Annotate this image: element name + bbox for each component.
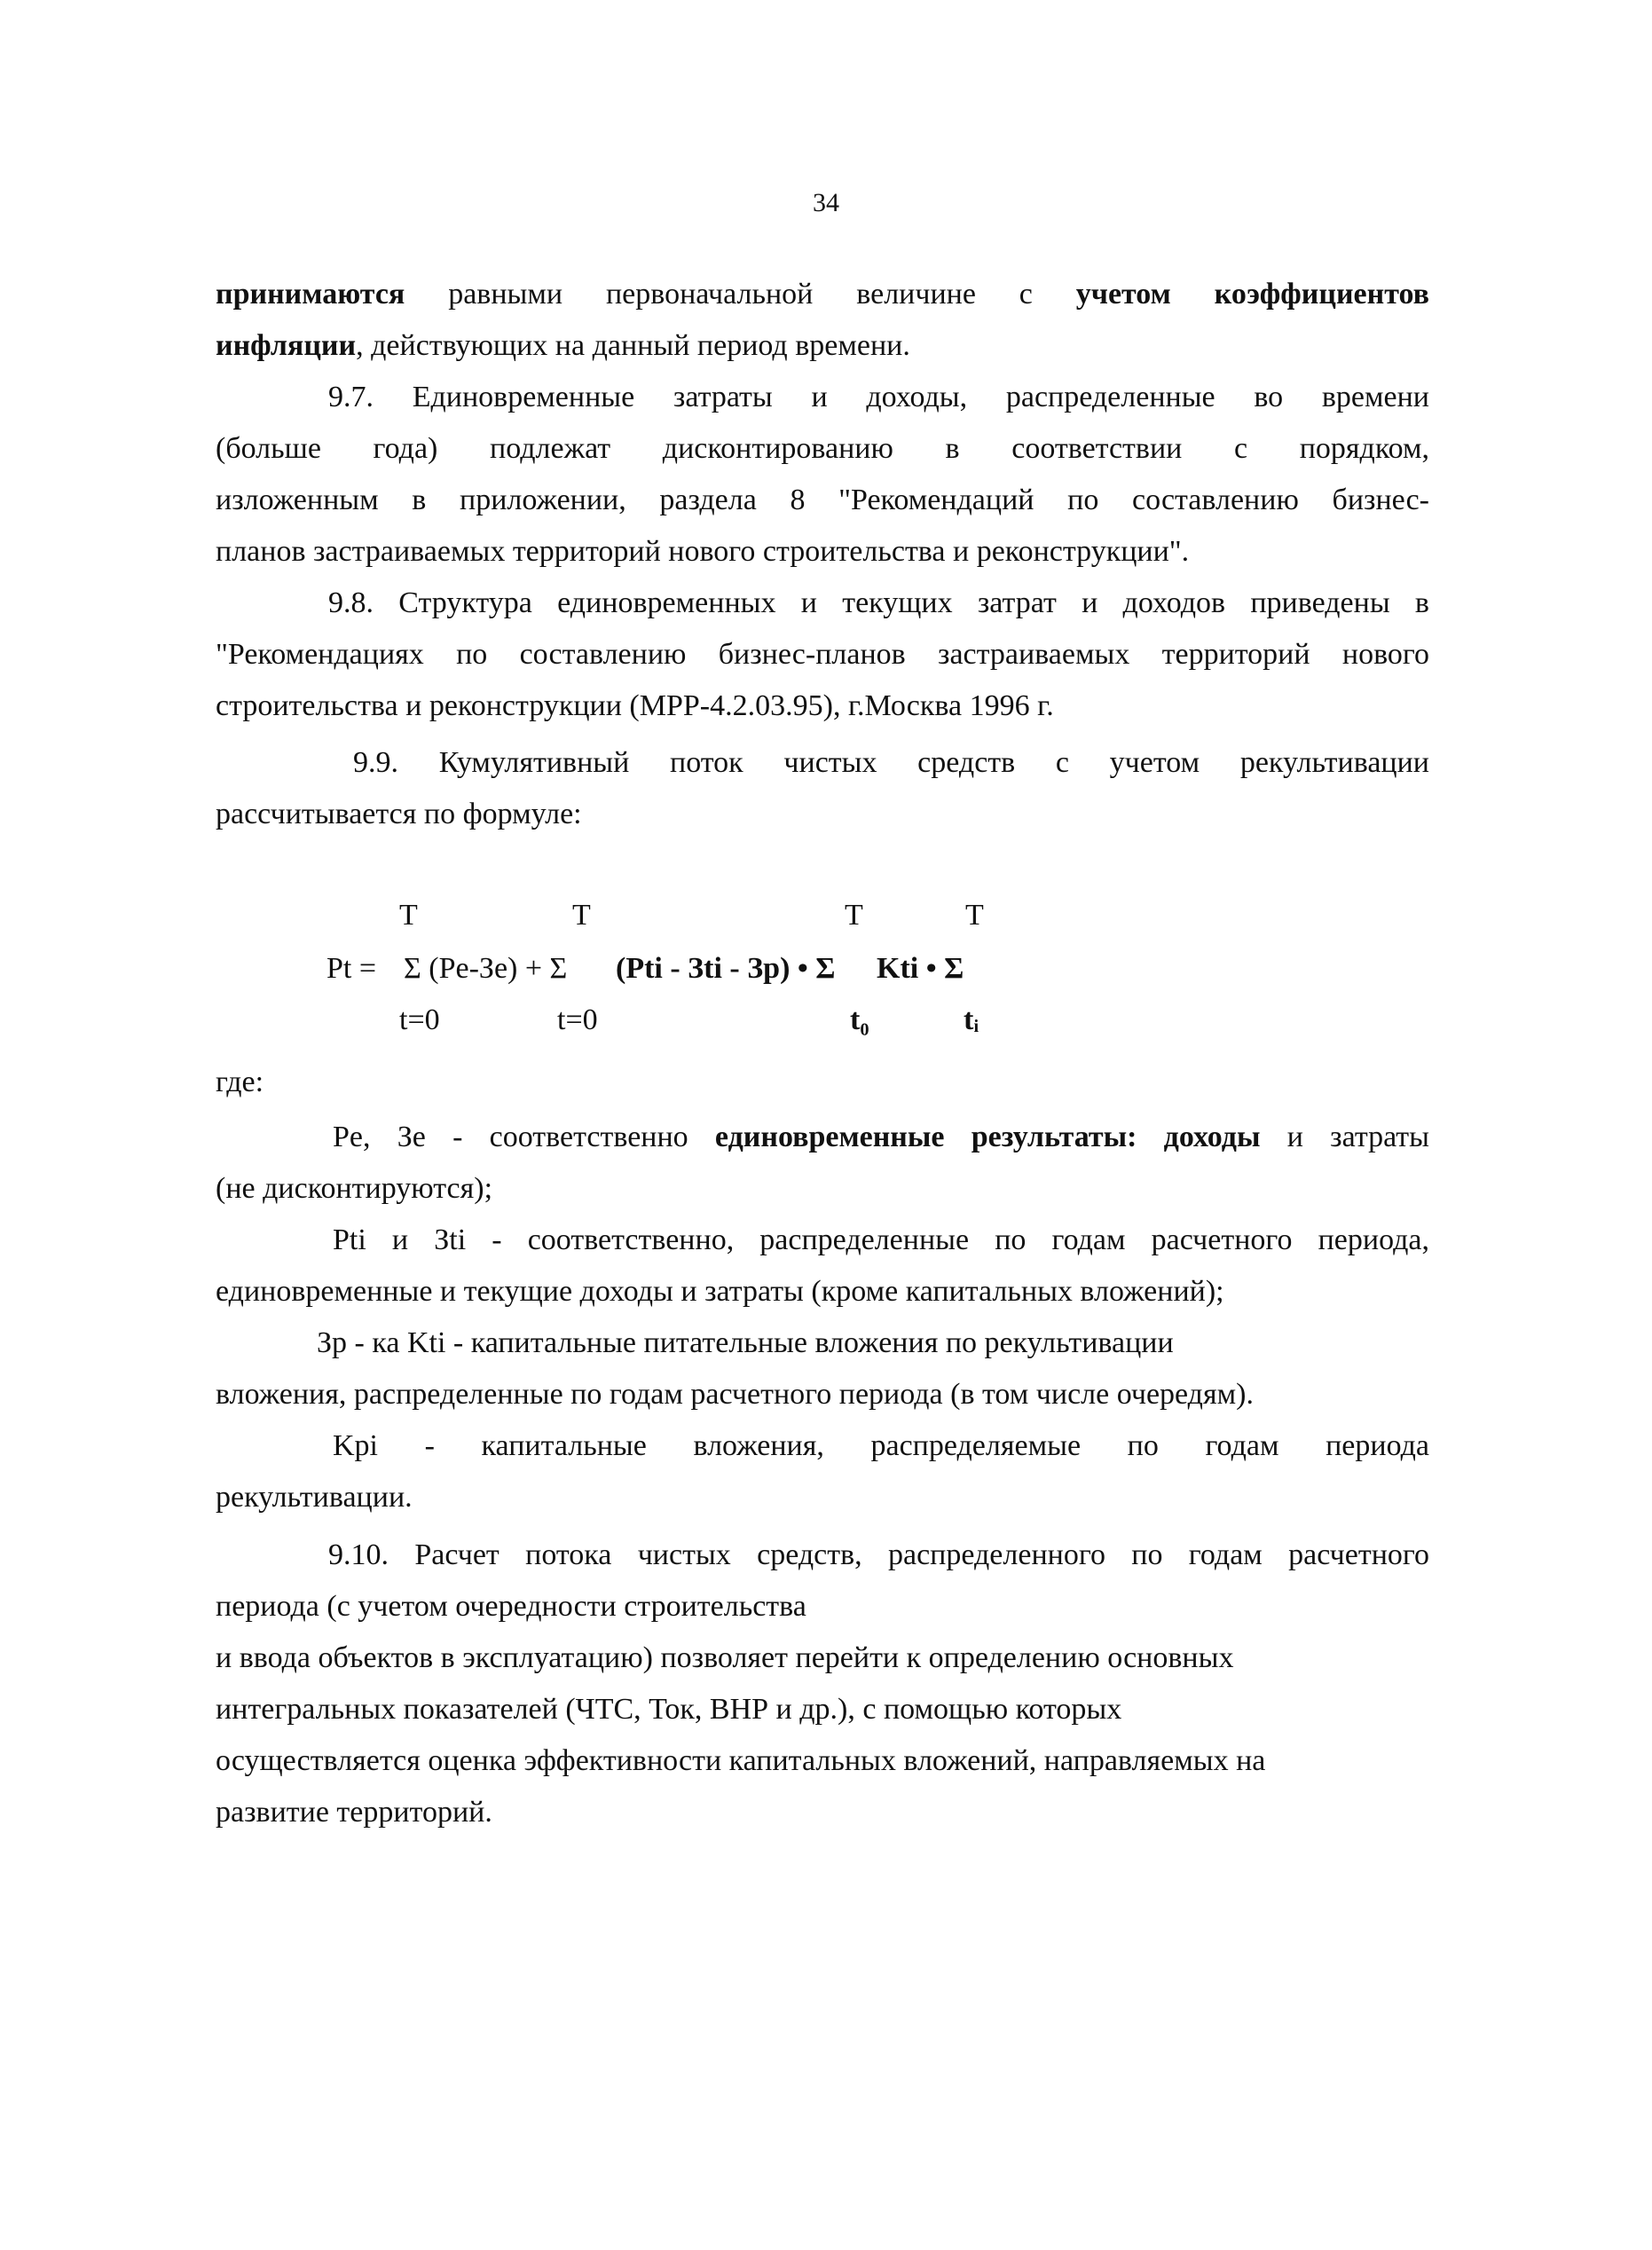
- paragraph-1-line-2: [216, 328, 910, 364]
- bold-text: учетом коэффициентов: [1075, 278, 1430, 311]
- where-label: где:: [216, 1066, 264, 1098]
- bold-text: принимаются: [216, 278, 405, 311]
- definition-2-line-2: единовременные и текущие доходы и затраты (кроме капитальных вложений);: [216, 1275, 1224, 1308]
- paragraph-9-10-line-2: периода (с учетом очередности строительства: [216, 1590, 806, 1623]
- paragraph-9-7-line-2: (больше года) подлежат дисконтированию в соответствии с порядком,: [216, 432, 1429, 465]
- formula-lhs: Pt =: [326, 952, 377, 985]
- paragraph-9-7-line-4: планов застраиваемых территорий нового строительства и реконструкции".: [216, 535, 1190, 568]
- formula-term-2: (Pti - Зti - Зр) • Σ: [616, 952, 836, 985]
- formula-upper-limit: T: [965, 899, 984, 932]
- page-number: 34: [813, 188, 839, 217]
- formula-lower-limit: t=0: [399, 1003, 440, 1036]
- definition-4-line-2: рекультивации.: [216, 1481, 413, 1514]
- text: , действующих на данный период времени.: [356, 329, 910, 362]
- paragraph-9-9-line-2: рассчитывается по формуле:: [216, 798, 582, 830]
- text: равными первоначальной величине с: [448, 278, 1033, 311]
- formula-lower-limit: t=0: [557, 1003, 598, 1036]
- bold-text: инфляции: [216, 329, 357, 362]
- paragraph-9-8-line-3: строительства и реконструкции (МРР-4.2.03.95), г.Москва 1996 г.: [216, 689, 1054, 722]
- paragraph-9-8-line-2: "Рекомендациях по составлению бизнес-планов застраиваемых территорий нового: [216, 638, 1429, 671]
- paragraph-9-10-line-5: осуществляется оценка эффективности капитальных вложений, направляемых на: [216, 1744, 1266, 1777]
- bold-text: единовременные результаты: доходы: [714, 1121, 1261, 1153]
- definition-2-line-1: Pti и Зti - соответственно, распределенные по годам расчетного периода,: [333, 1223, 1429, 1256]
- paragraph-9-10-line-6: развитие территорий.: [216, 1796, 492, 1829]
- paragraph-9-10-line-4: интегральных показателей (ЧТС, Ток, ВНР и др.), с помощью которых: [216, 1693, 1122, 1726]
- formula-upper-limit: T: [845, 899, 863, 932]
- paragraph-9-7-line-3: изложенным в приложении, раздела 8 "Рекомендаций по составлению бизнес-: [216, 484, 1429, 516]
- paragraph-9-10-line-3: и ввода объектов в эксплуатацию) позволяет перейти к определению основных: [216, 1641, 1234, 1674]
- text: и затраты: [1286, 1121, 1430, 1153]
- definition-3-line-2: вложения, распределенные по годам расчетного периода (в том числе очередям).: [216, 1378, 1254, 1411]
- formula-upper-limit: T: [572, 899, 591, 932]
- definition-1-line-2: (не дисконтируются);: [216, 1172, 493, 1205]
- formula-term-3: Kti • Σ: [877, 952, 964, 985]
- paragraph-9-9-line-1: 9.9. Кумулятивный поток чистых средств с учетом рекультивации: [353, 746, 1429, 779]
- paragraph-1-line-1: [216, 277, 1429, 312]
- formula-lower-limit: tᵢ: [964, 1003, 979, 1036]
- paragraph-9-8-line-1: 9.8. Структура единовременных и текущих затрат и доходов приведены в: [328, 586, 1429, 619]
- formula-upper-limit: T: [399, 899, 418, 932]
- definition-4-line-1: Kpi - капитальные вложения, распределяемые по годам периода: [333, 1429, 1429, 1462]
- definition-3-line-1: Зр - ка Kti - капитальные питательные вложения по рекультивации: [317, 1326, 1174, 1359]
- paragraph-9-10-line-1: 9.10. Расчет потока чистых средств, распределенного по годам расчетного: [328, 1538, 1429, 1571]
- formula-lower-limit: t₀: [850, 1003, 869, 1036]
- paragraph-9-7-line-1: 9.7. Единовременные затраты и доходы, распределенные во времени: [328, 381, 1429, 413]
- definition-1-line-1: [333, 1120, 1429, 1155]
- formula-term-1: Σ (Pe-Зе) + Σ: [404, 952, 568, 985]
- text: Pe, Зе - соответственно: [333, 1121, 688, 1153]
